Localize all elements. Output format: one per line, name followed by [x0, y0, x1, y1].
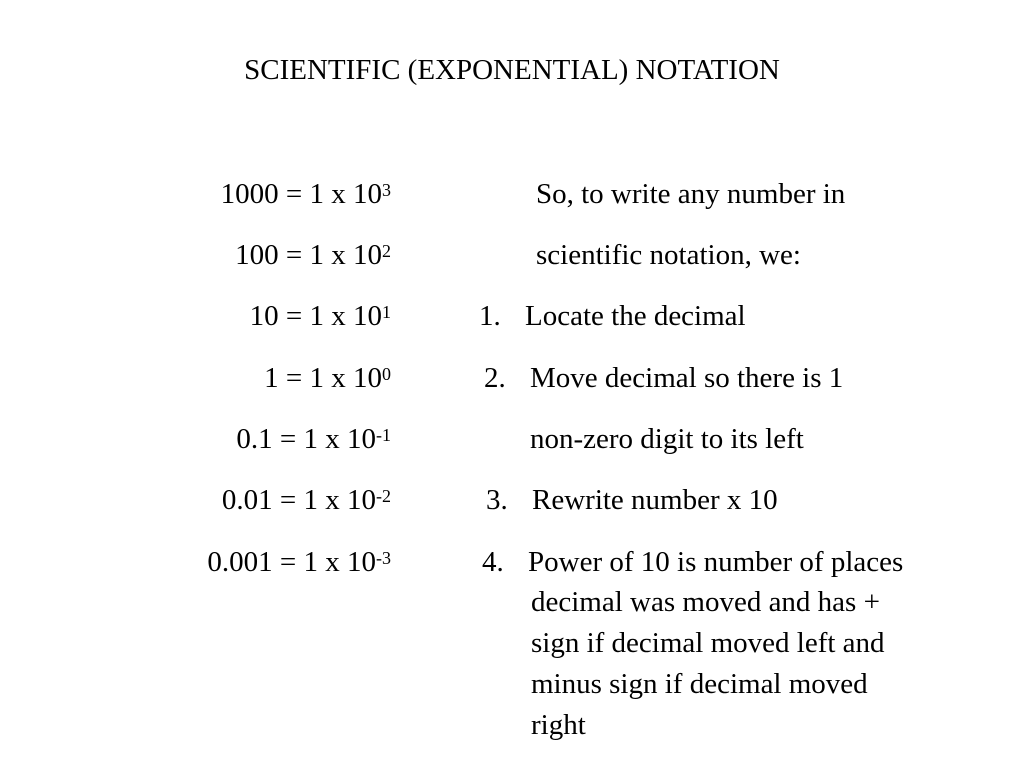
intro-line: scientific notation, we:	[536, 239, 801, 271]
step-continuation: decimal was moved and has +	[531, 586, 880, 618]
step-item	[482, 544, 903, 580]
equation-exponent: 3	[382, 180, 391, 200]
step-text: non-zero digit to its left	[530, 423, 804, 455]
equation-text: 1 = 1 x 10	[264, 362, 382, 394]
step-number: 4.	[482, 546, 504, 578]
equation-exponent: -1	[376, 425, 391, 445]
equation-text: 0.01 = 1 x 10	[221, 484, 376, 516]
step-continuation: minus sign if decimal moved	[531, 668, 868, 700]
step-item	[486, 482, 778, 518]
equation-text: 10 = 1 x 10	[249, 300, 382, 332]
step-text: Rewrite number x 10	[532, 484, 778, 516]
equation-text: 1000 = 1 x 10	[220, 178, 382, 210]
step-item	[484, 360, 843, 396]
equation-exponent: 0	[382, 364, 391, 384]
step-text: Power of 10 is number of places	[528, 546, 904, 578]
step-number: 2.	[484, 362, 506, 394]
equation-exponent: -2	[376, 486, 391, 506]
intro-line: So, to write any number in	[536, 178, 846, 210]
page-title: SCIENTIFIC (EXPONENTIAL) NOTATION	[244, 54, 780, 86]
step-continuation: sign if decimal moved left and	[531, 627, 885, 659]
equation-text: 0.1 = 1 x 10	[236, 423, 376, 455]
equation-exponent: -3	[376, 548, 391, 568]
equation-text: 100 = 1 x 10	[235, 239, 382, 271]
step-text: Locate the decimal	[525, 300, 746, 332]
step-text: Move decimal so there is 1	[530, 362, 844, 394]
step-item	[484, 421, 804, 457]
step-continuation: right	[531, 709, 586, 741]
equation-text: 0.001 = 1 x 10	[207, 546, 376, 578]
step-number: 1.	[479, 300, 501, 332]
equation-exponent: 1	[382, 302, 391, 322]
step-item	[479, 298, 746, 334]
equation-row	[264, 360, 391, 396]
equation-row	[236, 421, 391, 457]
equation-exponent: 2	[382, 241, 391, 261]
equation-row	[222, 482, 391, 518]
equation-row	[221, 176, 391, 212]
equation-row	[250, 298, 391, 334]
step-number: 3.	[486, 484, 508, 516]
equation-row	[235, 237, 391, 273]
equation-row	[207, 544, 391, 580]
